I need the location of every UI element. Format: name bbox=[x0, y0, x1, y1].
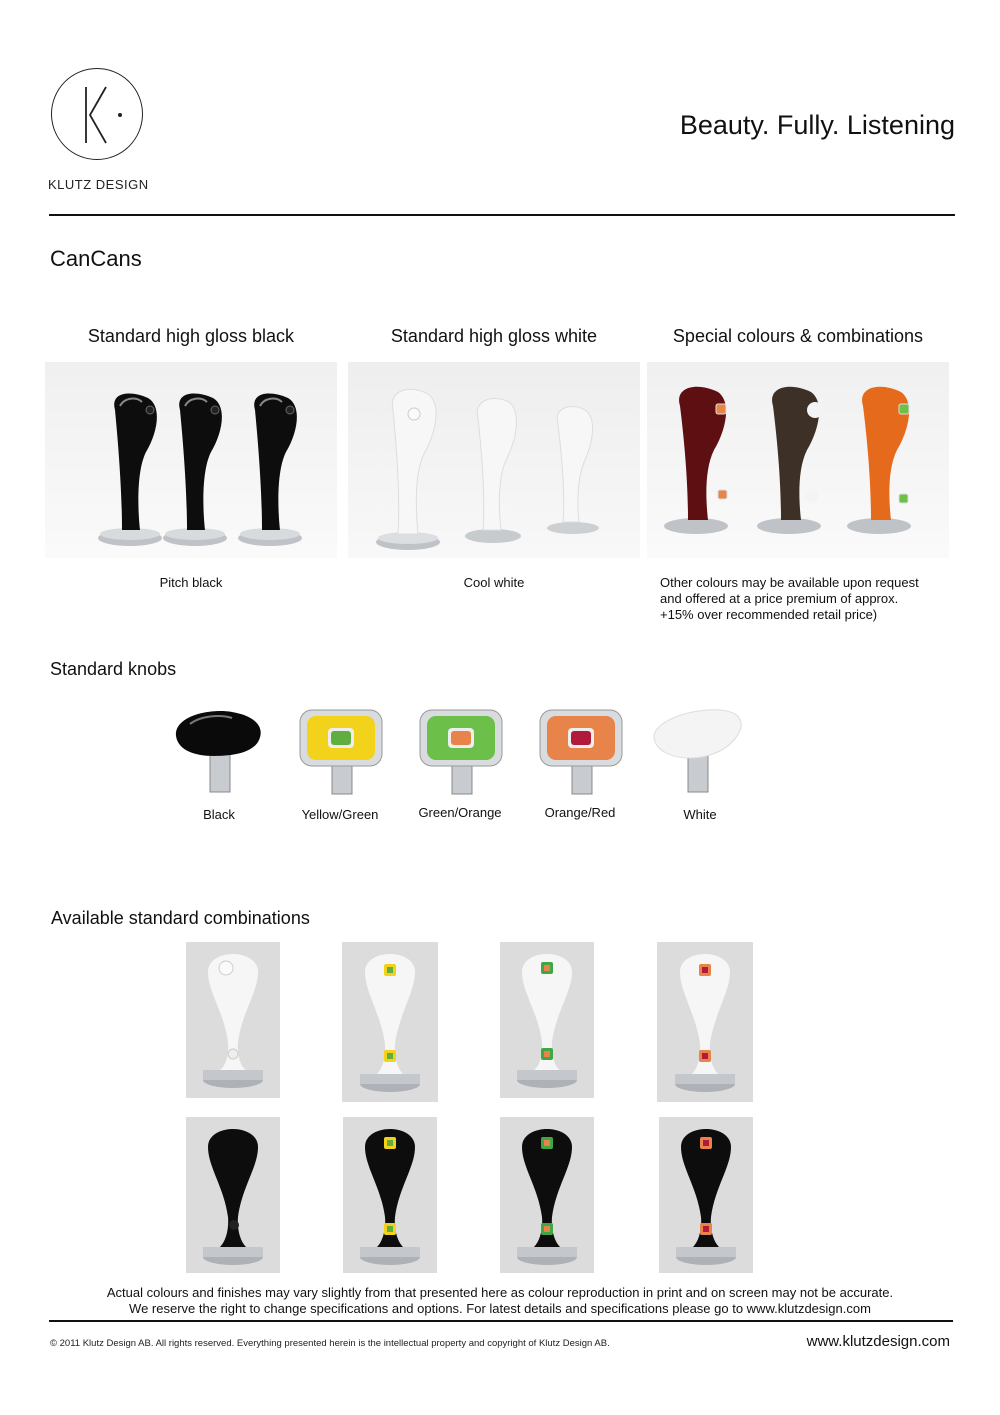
knob-white bbox=[650, 706, 750, 803]
heading-special: Special colours & combinations bbox=[672, 326, 924, 346]
black-cancan-3 bbox=[238, 394, 302, 546]
combo-white-yellow-green bbox=[342, 942, 438, 1102]
knob-green-orange bbox=[418, 708, 508, 803]
knob-orange-red-icon bbox=[538, 708, 628, 798]
copyright-text: © 2011 Klutz Design AB. All rights reserved. Everything presented herein is the intellectual property and copyright of Klutz Design AB. bbox=[50, 1338, 610, 1349]
product-title: CanCans bbox=[50, 246, 142, 271]
combo-black-orange-red bbox=[659, 1117, 753, 1273]
logo-k-mark-icon bbox=[52, 69, 142, 159]
combo-black-plain bbox=[186, 1117, 280, 1273]
orange-cancan bbox=[847, 387, 911, 534]
combinations-title: Available standard combinations bbox=[51, 908, 310, 928]
heading-black: Standard high gloss black bbox=[87, 326, 295, 346]
black-cancan-1 bbox=[98, 394, 162, 546]
header-divider bbox=[49, 214, 955, 216]
knob-label-yellow-green: Yellow/Green bbox=[301, 807, 379, 822]
knobs-title: Standard knobs bbox=[50, 659, 177, 679]
footer-divider bbox=[49, 1320, 953, 1322]
knob-label-white: White bbox=[683, 807, 717, 822]
knob-label-orange-red: Orange/Red bbox=[544, 805, 616, 820]
knob-orange-red bbox=[538, 708, 628, 803]
caption-white: Cool white bbox=[463, 575, 525, 590]
heading-white: Standard high gloss white bbox=[390, 326, 598, 346]
knob-white-icon bbox=[650, 706, 750, 798]
knob-label-black: Black bbox=[203, 807, 235, 822]
knob-yellow-green bbox=[298, 708, 388, 803]
knob-black bbox=[170, 706, 270, 803]
disclaimer-line-2: We reserve the right to change specifications and options. For latest details and specifications please go to www.klutzdesign.com bbox=[129, 1301, 871, 1316]
knob-yellow-green-icon bbox=[298, 708, 388, 798]
brand-name: KLUTZ DESIGN bbox=[48, 177, 149, 192]
combo-black-yellow-green bbox=[343, 1117, 437, 1273]
caption-special-line-2: and offered at a price premium of approx. bbox=[660, 591, 899, 606]
white-cancan-2 bbox=[465, 399, 521, 543]
knob-black-icon bbox=[170, 706, 270, 798]
photo-special-cancans bbox=[647, 362, 949, 558]
photo-black-cancans bbox=[45, 362, 337, 558]
black-cancan-2 bbox=[163, 394, 227, 546]
burgundy-cancan bbox=[664, 387, 728, 534]
knob-green-orange-icon bbox=[418, 708, 508, 798]
combo-white-green-orange bbox=[500, 942, 594, 1098]
brown-cancan bbox=[757, 387, 823, 534]
white-cancan-1 bbox=[376, 389, 440, 550]
combo-white-plain bbox=[186, 942, 280, 1098]
white-cancan-3 bbox=[547, 406, 599, 534]
caption-special-line-1: Other colours may be available upon request bbox=[660, 575, 919, 590]
knob-label-green-orange: Green/Orange bbox=[418, 805, 502, 820]
footer-website-link[interactable]: www.klutzdesign.com bbox=[806, 1333, 950, 1350]
caption-special-line-3: +15% over recommended retail price) bbox=[660, 607, 878, 622]
caption-black: Pitch black bbox=[159, 575, 223, 590]
combo-black-green-orange bbox=[500, 1117, 594, 1273]
tagline: Beauty. Fully. Listening bbox=[679, 110, 955, 140]
klutz-logo bbox=[51, 68, 143, 160]
disclaimer-line-1: Actual colours and finishes may vary slightly from that presented here as colour reproduction in print and on screen may not be accurate. bbox=[106, 1285, 894, 1300]
photo-white-cancans bbox=[348, 362, 640, 558]
caption-special bbox=[660, 575, 960, 623]
combo-white-orange-red bbox=[657, 942, 753, 1102]
